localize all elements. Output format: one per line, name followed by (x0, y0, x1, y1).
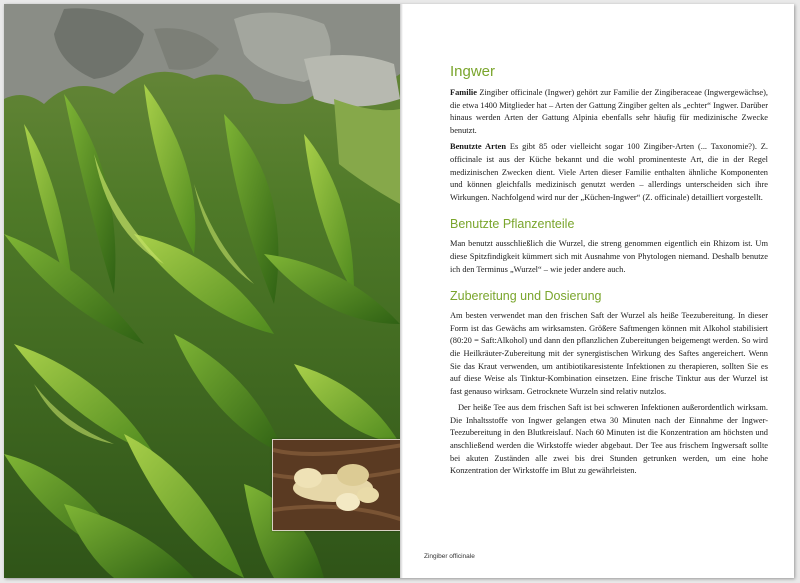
book-gutter (400, 4, 403, 578)
section-body-plant-parts: Man benutzt ausschließlich die Wurzel, die streng genommen eigentlich ein Rhizom ist. Um diese Spitzfindigkeit kümmert sich mit Ausnahme von Phytologen niemand. Deshalb benutze ich den Terminus „Wurzel“ – wie jeder andere auch. (450, 239, 768, 274)
article-title: Ingwer (450, 63, 496, 80)
intro-paragraph-family (450, 87, 768, 137)
book-spread (4, 4, 794, 578)
section-body-preparation-2: Der heiße Tee aus dem frischen Saft ist bei schweren Infektionen außerordentlich wirksam. Die Inhaltsstoffe von Ingwer gelangen etwa 30 Minuten nach der Einnahme der Ingwer-Teezubereitung in den Blutkreislauf. Nach 60 Minuten ist die Konzentration am höchsten und anschließend werden die Wirkstoffe wieder abgebaut. Der Tee aus frischem Ingwersaft sollte bei akuten Zuständen alle zwei bis drei Stunden getrunken werden, um eine hohe Konzentration der Wirkstoffe im Blut zu gewährleisten. (450, 403, 768, 476)
section-heading-preparation: Zubereitung und Dosierung (450, 289, 602, 304)
intro-paragraph-species (450, 141, 768, 204)
ginger-root-photo (272, 439, 400, 531)
ginger-plant-photo (4, 4, 400, 578)
photo-caption: Zingiber officinale (424, 553, 475, 560)
section-body-preparation-1: Am besten verwendet man den frischen Saft der Wurzel als heiße Teezubereitung. In dieser Form ist das Gewächs am wirksamsten. Größere Saftmengen können mit Alkohol stabilisiert (80:20 = Saft:Alkohol) und dann den pflanzlichen Zubereitungen beigemengt werden. So wird die Heilkräuter-Zubereitung mit der synergistischen Wirkung des Saftes angereichert. Wenn Sie das Kraut verwenden, um antibiotikaresistente Infektionen zu therapieren, sollten Sie es auf diese Weise als Tinktur-Kombination einsetzen. Eine frische Tinktur aus der Wurzel ist fast genauso wirksam. Getrocknete Wurzeln sind relativ nutzlos. (450, 311, 768, 396)
section-heading-plant-parts: Benutzte Pflanzenteile (450, 217, 575, 232)
intro-text-species: Es gibt 85 oder vielleicht sogar 100 Zingiber-Arten (... Taxonomie?). Z. officinale ist aus der Küche bekannt und die wohl prominenteste Art, die in der Regel medizinischen Zwecken dient. Viele Arten dieser Familie enthalten ähnliche Komponenten und können gleichfalls medizinisch genutzt werden – allerdings unterscheiden sich ihre Wirkungen. Nachfolgend wird nur der „Küchen-Ingwer“ (Z. officinale) detailliert vorgestellt. (450, 142, 768, 202)
intro-label-species: Benutzte Arten (450, 142, 506, 152)
intro-text-family: Zingiber officinale (Ingwer) gehört zur Familie der Zingiberaceae (Ingwergewächse), die etwa 1400 Mitglieder hat – Arten der Gattung Zingiber gelten als „echter“ Ingwer. Darüber hinaus werden Arten der Gattung Alpinia ebenfalls sehr häufig für medizinische Zwecke benutzt. (450, 88, 768, 135)
article (450, 62, 768, 482)
intro-label-family: Familie (450, 88, 477, 97)
